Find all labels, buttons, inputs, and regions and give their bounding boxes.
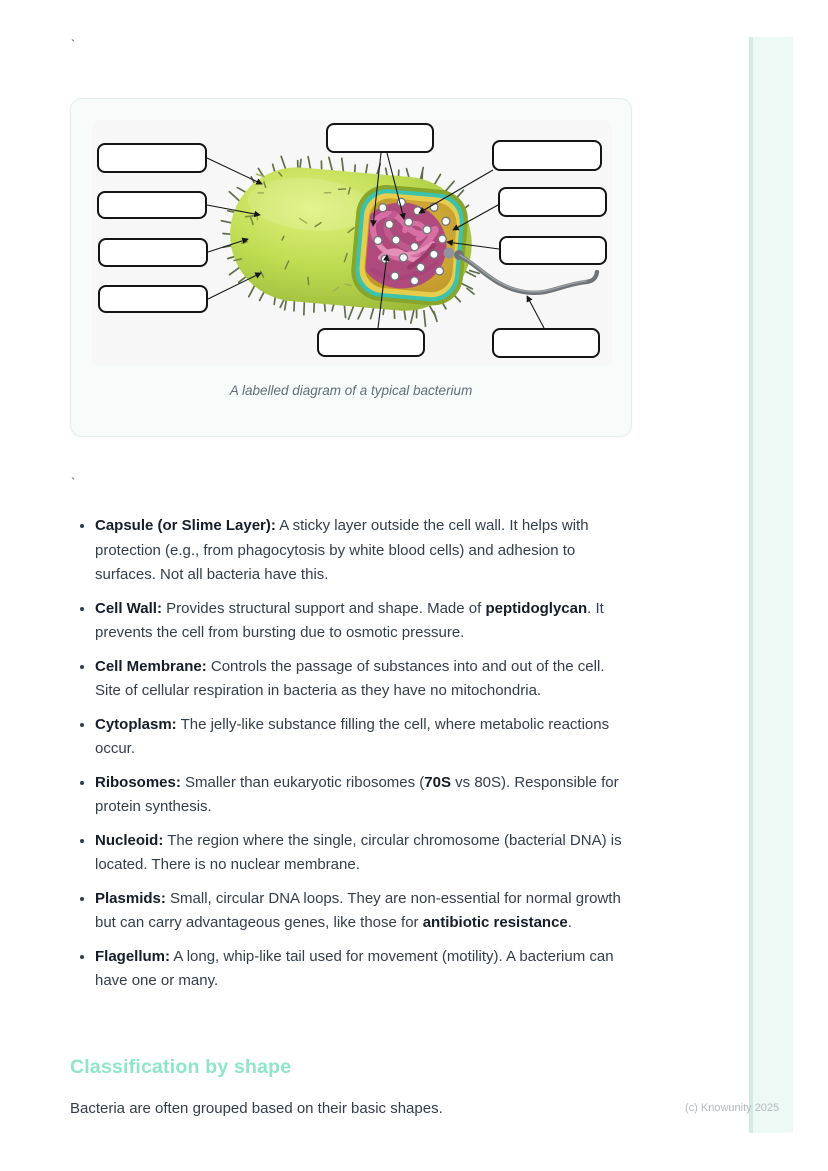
figure-label-box-bottom <box>317 328 425 357</box>
figure-label-box-top <box>326 123 434 153</box>
bacterium-figure-panel <box>92 120 612 365</box>
figure-label-box-right-1 <box>492 140 602 171</box>
stray-backtick-top: ` <box>71 37 76 52</box>
figure-card <box>70 98 632 437</box>
figure-label-box-left-3 <box>98 238 208 267</box>
watermark: (c) Knowunity 2025 <box>685 1102 780 1114</box>
bacterium-body-group <box>214 148 488 330</box>
section-heading: Classification by shape <box>70 1056 292 1078</box>
figure-label-box-right-4 <box>492 328 600 358</box>
side-stripe-decoration <box>749 37 793 1133</box>
figure-label-box-right-3 <box>499 236 607 265</box>
list-item: • Nucleoid: The region where the single, circular chromosome (bacterial DNA) is located. There is no nuclear membrane. <box>95 829 634 878</box>
stray-backtick-middle: ` <box>71 475 76 490</box>
basal-body-outer <box>444 248 455 259</box>
list-item: • Flagellum: A long, whip-like tail used for movement (motility). A bacterium can have one or many. <box>95 945 634 994</box>
section-paragraph: Bacteria are often grouped based on their basic shapes. <box>70 1100 443 1117</box>
figure-label-box-left-4 <box>98 285 208 313</box>
list-item: • Capsule (or Slime Layer): A sticky layer outside the cell wall. It helps with protection (e.g., from phagocytosis by white blood cells) and adhesion to surfaces. Not all bacteria have this. <box>95 514 634 588</box>
list-item: • Ribosomes: Smaller than eukaryotic ribosomes (70S vs 80S). Responsible for protein synthesis. <box>95 771 634 820</box>
list-item: • Plasmids: Small, circular DNA loops. They are non-essential for normal growth but can carry advantageous genes, like those for antibiotic resistance. <box>95 887 634 936</box>
figure-caption: A labelled diagram of a typical bacterium <box>229 383 473 398</box>
list-item: • Cell Membrane: Controls the passage of substances into and out of the cell. Site of cellular respiration in bacteria as they have no mitochondria. <box>95 655 634 704</box>
figure-label-box-left-2 <box>97 191 207 219</box>
figure-label-box-right-2 <box>498 187 607 217</box>
list-item: • Cytoplasm: The jelly-like substance filling the cell, where metabolic reactions occur. <box>95 713 634 762</box>
figure-label-box-left-1 <box>97 143 207 173</box>
list-item: • Cell Wall: Provides structural support and shape. Made of peptidoglycan. It prevents the cell from bursting due to osmotic pressure. <box>95 597 634 646</box>
cutaway-section <box>349 183 471 308</box>
bullet-list <box>70 514 634 1003</box>
